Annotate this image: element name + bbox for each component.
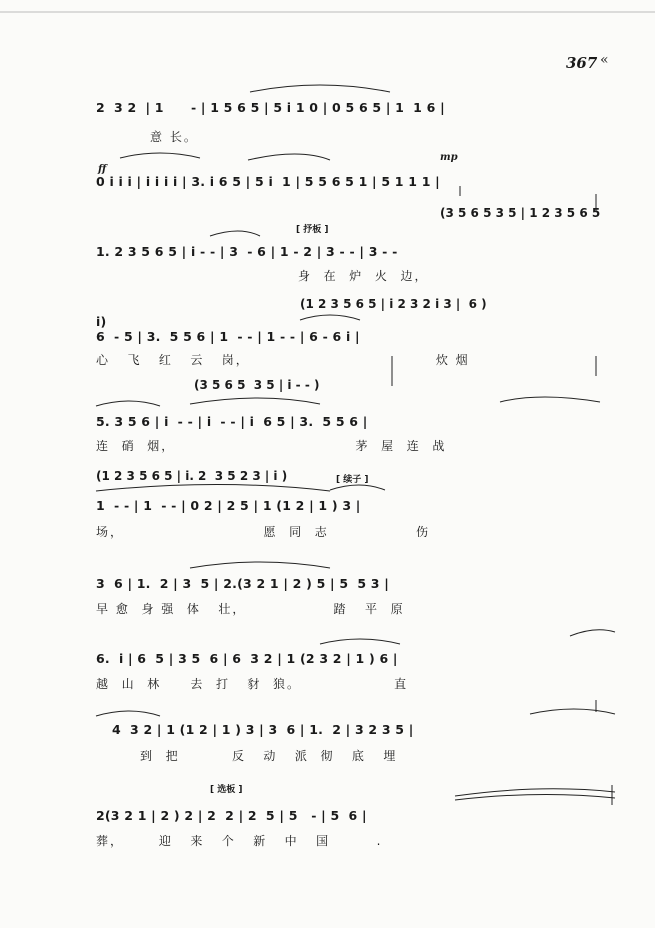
system-10-lyrics: 葬， 迎 来 个 新 中 国 . <box>96 834 383 848</box>
system-9-lyrics: 到 把 反 动 派 彻 底 埋 <box>140 749 398 763</box>
system-8-lyrics: 越 山 林 去 打 豺 狼。 直 <box>96 677 409 691</box>
system-5-notes: 5. 3 5 6 | i - - | i - - | i 6 5 | 3. 5 5 6 | <box>96 414 368 429</box>
system-9-notes: 4 3 2 | 1 (1 2 | 1 ) 3 | 3 6 | 1. 2 | 3 2 3 5 | <box>112 722 414 737</box>
dynamic-mp: mp <box>440 152 458 163</box>
page-number: 367 <box>566 54 598 72</box>
system-1-lyrics: 意 长。 <box>150 130 198 144</box>
system-6-notes: 1 - - | 1 - - | 0 2 | 2 5 | 1 (1 2 | 1 ) 3 | <box>96 498 361 513</box>
system-5-above: (3 5 6 5 3 5 | i - - ) <box>194 378 320 392</box>
system-8-notes: 6. i | 6 5 | 3 5 6 | 6 3 2 | 1 (2 3 2 | 1 ) 6 | <box>96 651 398 666</box>
system-7-notes: 3 6 | 1. 2 | 3 5 | 2.(3 2 1 | 2 ) 5 | 5 5 3 | <box>96 576 390 591</box>
section-tag: [ 续子 ] <box>336 475 369 485</box>
system-6-above: (1 2 3 5 6 5 | i. 2 3 5 2 3 | i ) <box>96 469 288 483</box>
system-3-lyrics: 身 在 炉 火 边， <box>298 269 429 283</box>
system-7-lyrics: 早 愈 身 强 体 壮， 踏 平 原 <box>96 602 405 616</box>
system-4-pre: i) <box>96 314 107 329</box>
system-1-notes: 2 3 2 | 1 - | 1 5 6 5 | 5 i 1 0 | 0 5 6 5 | 1 1 6 | <box>96 100 445 115</box>
system-4-notes: 6 - 5 | 3. 5 5 6 | 1 - - | 1 - - | 6 - 6 i | <box>96 329 360 344</box>
system-2-notes: 0 i i i | i i i i | 3. i 6 5 | 5 i 1 | 5 5 6 5 1 | 5 1 1 1 | <box>96 174 440 189</box>
dynamic-ff: ff <box>98 164 107 175</box>
system-3-above: (3 5 6 5 3 5 | 1 2 3 5 6 5 <box>440 206 601 220</box>
system-10-notes: 2(3 2 1 | 2 ) 2 | 2 2 | 2 5 | 5 - | 5 6 | <box>96 808 367 823</box>
system-4-lyrics: 心 飞 红 云 岗， 炊 烟 <box>96 353 470 367</box>
corner-mark: « <box>600 52 609 68</box>
system-3-notes: 1. 2 3 5 6 5 | i - - | 3 - 6 | 1 - 2 | 3 - - | 3 - - <box>96 244 398 259</box>
system-6-lyrics: 场， 愿 同 志 伤 <box>96 525 431 539</box>
system-4-above: (1 2 3 5 6 5 | i 2 3 2 i 3 | 6 ) <box>300 297 487 311</box>
section-tag: [ 选板 ] <box>210 785 243 795</box>
section-tag: [ 抒板 ] <box>296 225 329 235</box>
system-5-lyrics: 连 硝 烟， 茅 屋 连 战 <box>96 439 447 453</box>
